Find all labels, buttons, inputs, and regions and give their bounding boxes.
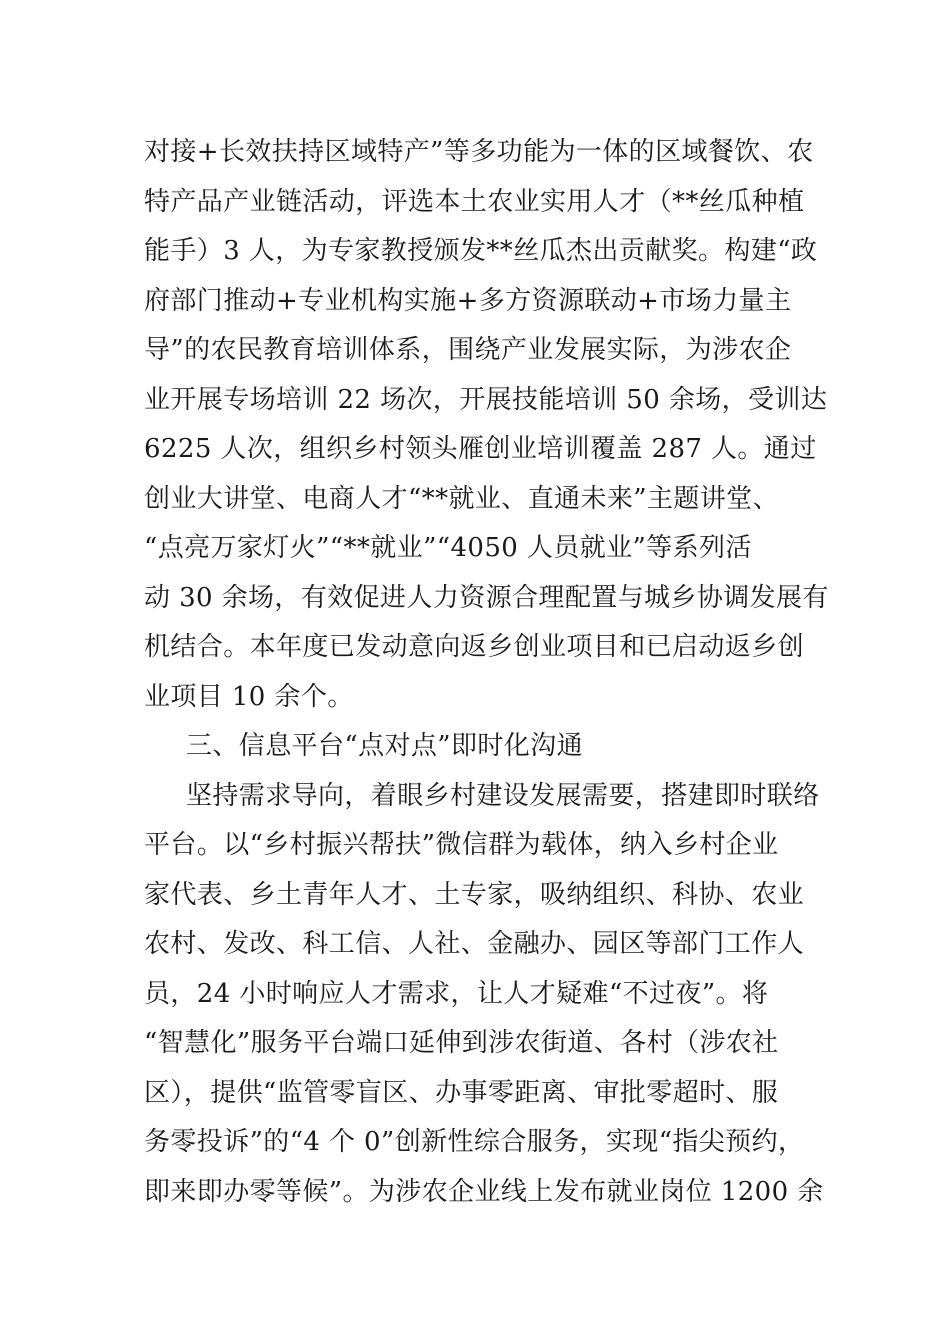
text-line: 动 30 余场，有效促进人力资源合理配置与城乡协调发展有 xyxy=(144,583,829,613)
text-line: 业开展专场培训 22 场次，开展技能培训 50 余场，受训达 xyxy=(144,385,828,415)
text-line: 6225 人次，组织乡村领头雁创业培训覆盖 287 人。通过 xyxy=(144,434,817,464)
text-line: 区），提供“监管零盲区、办事零距离、审批零超时、服 xyxy=(144,1078,779,1108)
text-line: 创业大讲堂、电商人才“**就业、直通未来”主题讲堂、 xyxy=(144,484,779,514)
text-line: 坚持需求导向，着眼乡村建设发展需要，搭建即时联络 xyxy=(186,781,820,811)
text-line: 对接+长效扶持区域特产”等多功能为一体的区域餐饮、农 xyxy=(144,137,814,167)
text-line: 特产品产业链活动，评选本土农业实用人才（**丝瓜种植 xyxy=(144,187,805,217)
text-line: 即来即办零等候”。为涉农企业线上发布就业岗位 1200 余 xyxy=(144,1177,824,1207)
text-line: 员，24 小时响应人才需求，让人才疑难“不过夜”。将 xyxy=(144,979,769,1009)
text-line: 务零投诉”的“4 个 0”创新性综合服务，实现“指尖预约， xyxy=(144,1127,805,1157)
text-line: 能手）3 人，为专家教授颁发**丝瓜杰出贡献奖。构建“政 xyxy=(144,236,818,266)
text-line: 平台。以“乡村振兴帮扶”微信群为载体，纳入乡村企业 xyxy=(144,830,779,860)
text-line: 家代表、乡土青年人才、土专家，吸纳组织、科协、农业 xyxy=(144,880,805,910)
text-line: 府部门推动+专业机构实施+多方资源联动+市场力量主 xyxy=(144,286,792,316)
text-line: 导”的农民教育培训体系，围绕产业发展实际，为涉农企 xyxy=(144,335,792,365)
text-line: 农村、发改、科工信、人社、金融办、园区等部门工作人 xyxy=(144,929,805,959)
text-line: “点亮万家灯火”“**就业”“4050 人员就业”等系列活 xyxy=(144,533,752,563)
text-line: 机结合。本年度已发动意向返乡创业项目和已启动返乡创 xyxy=(144,632,805,662)
text-line: 业项目 10 余个。 xyxy=(144,682,354,712)
section-heading: 三、信息平台“点对点”即时化沟通 xyxy=(186,731,583,761)
text-line: “智慧化”服务平台端口延伸到涉农街道、各村（涉农社 xyxy=(144,1028,779,1058)
